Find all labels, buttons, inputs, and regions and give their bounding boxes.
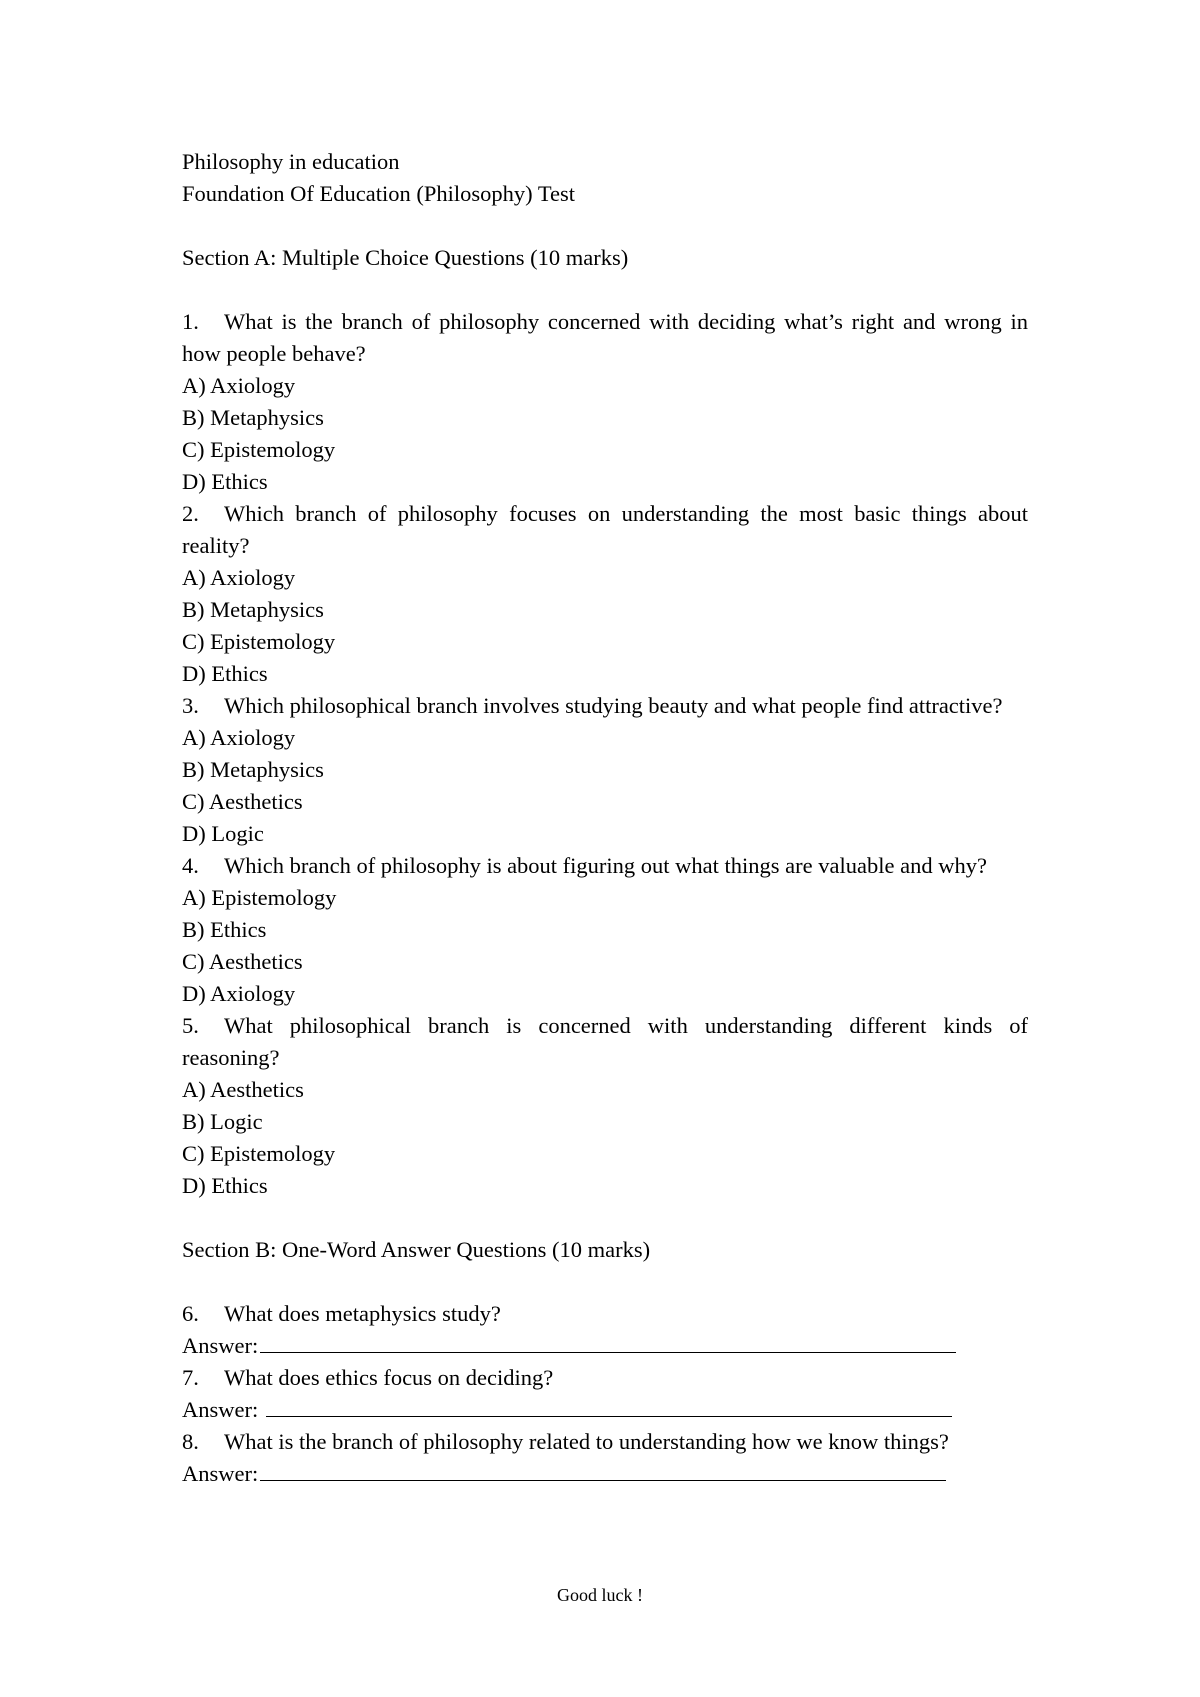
answer-label: Answer:	[182, 1397, 264, 1422]
answer-blank[interactable]	[266, 1394, 952, 1417]
document-subtitle: Foundation Of Education (Philosophy) Test	[182, 181, 575, 206]
test-document	[182, 146, 1028, 1490]
document-title: Philosophy in education	[182, 149, 400, 174]
question-prompt: What does metaphysics study?	[224, 1301, 501, 1326]
short-answer-question-6	[182, 1298, 1028, 1362]
option-d: D) Logic	[182, 821, 264, 846]
option-a: A) Axiology	[182, 725, 296, 750]
option-a: A) Axiology	[182, 373, 296, 398]
option-c: C) Epistemology	[182, 437, 336, 462]
question-prompt: Which philosophical branch involves studying beauty and what people find attractive?	[224, 693, 1003, 718]
question-number: 4.	[182, 853, 199, 878]
spacer	[182, 274, 1028, 306]
option-b: B) Ethics	[182, 917, 267, 942]
option-d: D) Ethics	[182, 1173, 268, 1198]
option-a: A) Aesthetics	[182, 1077, 304, 1102]
option-d: D) Axiology	[182, 981, 296, 1006]
question-text	[182, 1426, 1028, 1458]
answer-blank[interactable]	[260, 1330, 956, 1353]
question-number: 7.	[182, 1365, 199, 1390]
question-text	[182, 690, 1028, 722]
answer-row	[182, 1394, 1028, 1426]
question-prompt: Which branch of philosophy focuses on understanding the most basic things about reality?	[182, 501, 1028, 558]
option-c: C) Aesthetics	[182, 789, 303, 814]
footer-note: Good luck !	[557, 1585, 643, 1605]
option-b: B) Metaphysics	[182, 405, 324, 430]
mcq-question-4	[182, 850, 1028, 1010]
question-prompt: Which branch of philosophy is about figuring out what things are valuable and why?	[224, 853, 987, 878]
option-d: D) Ethics	[182, 661, 268, 686]
question-prompt: What is the branch of philosophy concerned with deciding what’s right and wrong in how people behave?	[182, 309, 1028, 366]
spacer	[182, 210, 1028, 242]
answer-row	[182, 1458, 1028, 1490]
mcq-question-2	[182, 498, 1028, 690]
mcq-question-3	[182, 690, 1028, 850]
question-number: 8.	[182, 1429, 199, 1454]
answer-label: Answer:	[182, 1333, 259, 1358]
option-c: C) Aesthetics	[182, 949, 303, 974]
option-a: A) Axiology	[182, 565, 296, 590]
mcq-question-1	[182, 306, 1028, 498]
question-number: 2.	[182, 501, 199, 526]
option-b: B) Metaphysics	[182, 757, 324, 782]
question-prompt: What philosophical branch is concerned with understanding different kinds of reasoning?	[182, 1013, 1028, 1070]
section-a-heading: Section A: Multiple Choice Questions (10 marks)	[182, 245, 629, 270]
answer-row	[182, 1330, 1028, 1362]
question-number: 5.	[182, 1013, 199, 1038]
spacer	[182, 1202, 1028, 1234]
section-b-heading: Section B: One-Word Answer Questions (10 marks)	[182, 1237, 651, 1262]
short-answer-question-7	[182, 1362, 1028, 1426]
answer-blank[interactable]	[260, 1458, 946, 1481]
question-prompt: What is the branch of philosophy related to understanding how we know things?	[224, 1429, 949, 1454]
question-number: 6.	[182, 1301, 199, 1326]
option-c: C) Epistemology	[182, 629, 336, 654]
option-b: B) Logic	[182, 1109, 263, 1134]
spacer	[182, 1266, 1028, 1298]
question-text	[182, 1362, 1028, 1394]
mcq-question-5	[182, 1010, 1028, 1202]
option-a: A) Epistemology	[182, 885, 337, 910]
question-text	[182, 306, 1028, 370]
option-d: D) Ethics	[182, 469, 268, 494]
question-number: 1.	[182, 309, 199, 334]
question-prompt: What does ethics focus on deciding?	[224, 1365, 554, 1390]
question-text	[182, 498, 1028, 562]
option-c: C) Epistemology	[182, 1141, 336, 1166]
option-b: B) Metaphysics	[182, 597, 324, 622]
question-number: 3.	[182, 693, 199, 718]
question-text	[182, 850, 1028, 882]
short-answer-question-8	[182, 1426, 1028, 1490]
question-text	[182, 1010, 1028, 1074]
answer-label: Answer:	[182, 1461, 259, 1486]
question-text	[182, 1298, 1028, 1330]
